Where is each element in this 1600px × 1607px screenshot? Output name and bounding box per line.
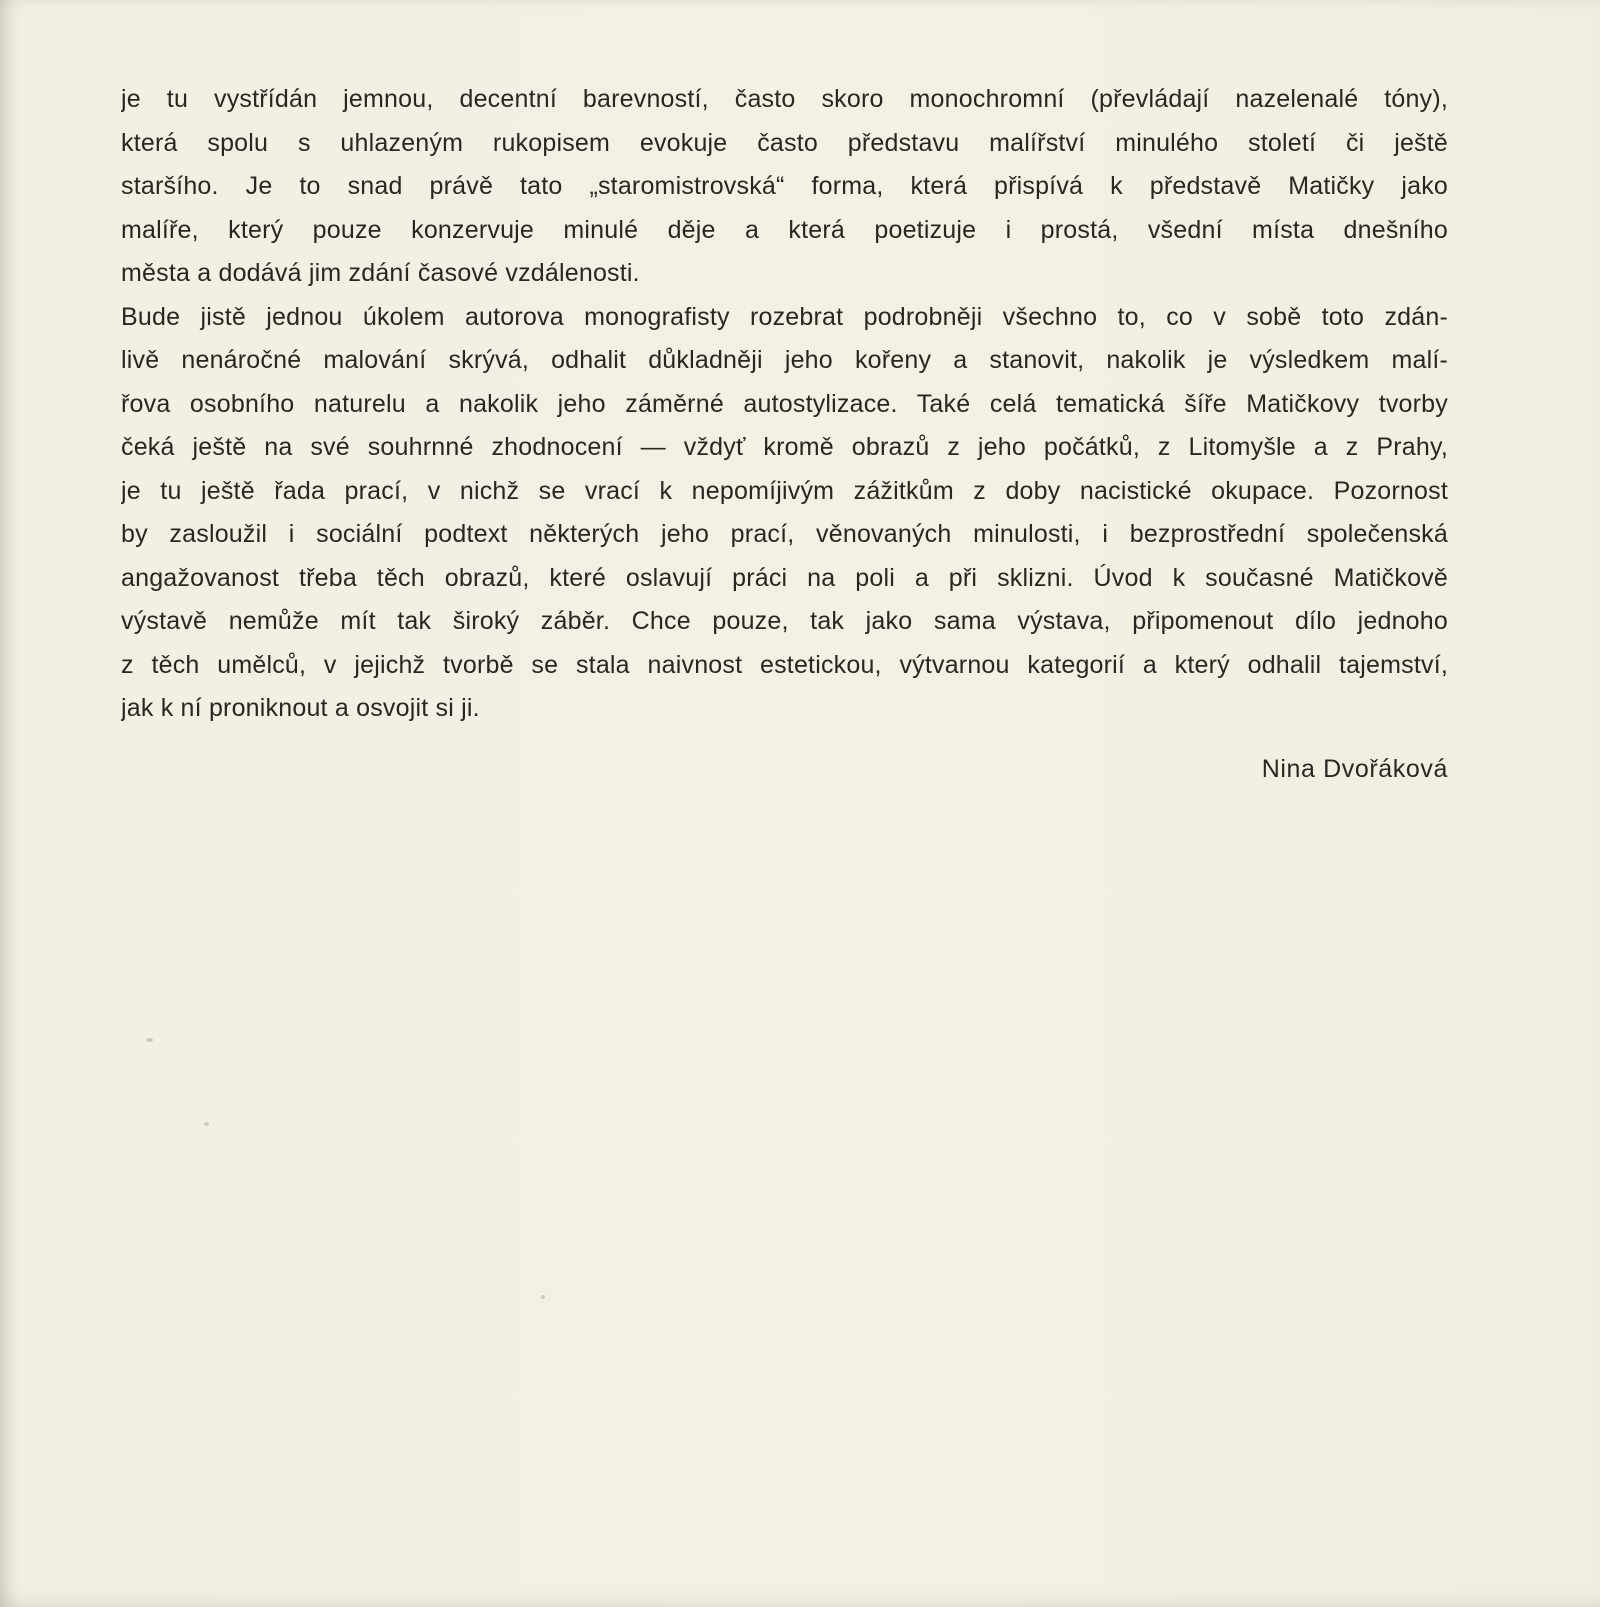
text-line: je tu ještě řada prací, v nichž se vrací k nepomíjivým zážitkům z doby nacistické okupace. Pozornost bbox=[121, 476, 1448, 505]
text-line: jak k ní proniknout a osvojit si ji. bbox=[121, 694, 480, 722]
text-line: livě nenáročné malování skrývá, odhalit důkladněji jeho kořeny a stanovit, nakolik je výsledkem malí- bbox=[121, 346, 1448, 374]
text-line: výstavě nemůže mít tak široký záběr. Chce pouze, tak jako sama výstava, připomenout dílo jednoho bbox=[121, 607, 1448, 635]
text-line: Bude jistě jednou úkolem autorova monografisty rozebrat podrobněji všechno to, co v sobě toto zdán- bbox=[121, 302, 1448, 331]
text-block bbox=[121, 78, 1448, 791]
text-line: která spolu s uhlazeným rukopisem evokuje často představu malířství minulého století či ještě bbox=[121, 128, 1448, 157]
author-signature: Nina Dvořáková bbox=[1261, 754, 1448, 783]
text-line: malíře, který pouze konzervuje minulé děje a která poetizuje i prostá, všední místa dnešního bbox=[121, 215, 1448, 244]
text-line: města a dodává jim zdání časové vzdálenosti. bbox=[121, 259, 640, 287]
scan-speck bbox=[541, 1295, 545, 1299]
scan-speck bbox=[204, 1122, 209, 1126]
text-line: by zasloužil i sociální podtext některých jeho prací, věnovaných minulosti, i bezprostřední společenská bbox=[121, 520, 1448, 548]
scan-speck bbox=[146, 1038, 153, 1042]
text-line: je tu vystřídán jemnou, decentní barevností, často skoro monochromní (převládají nazelenalé tóny), bbox=[121, 85, 1448, 113]
text-line: řova osobního naturelu a nakolik jeho záměrné autostylizace. Také celá tematická šíře Matičkovy tvorby bbox=[121, 389, 1448, 418]
text-line: čeká ještě na své souhrnné zhodnocení — vždyť kromě obrazů z jeho počátků, z Litomyšle a z Prahy, bbox=[121, 433, 1448, 461]
text-line: angažovanost třeba těch obrazů, které oslavují práci na poli a při sklizni. Úvod k současné Matičkově bbox=[121, 563, 1448, 592]
text-line: staršího. Je to snad právě tato „staromistrovská“ forma, která přispívá k představě Matičky jako bbox=[121, 172, 1448, 200]
text-line: z těch umělců, v jejichž tvorbě se stala naivnost estetickou, výtvarnou kategorií a který odhalil tajemství, bbox=[121, 650, 1448, 679]
